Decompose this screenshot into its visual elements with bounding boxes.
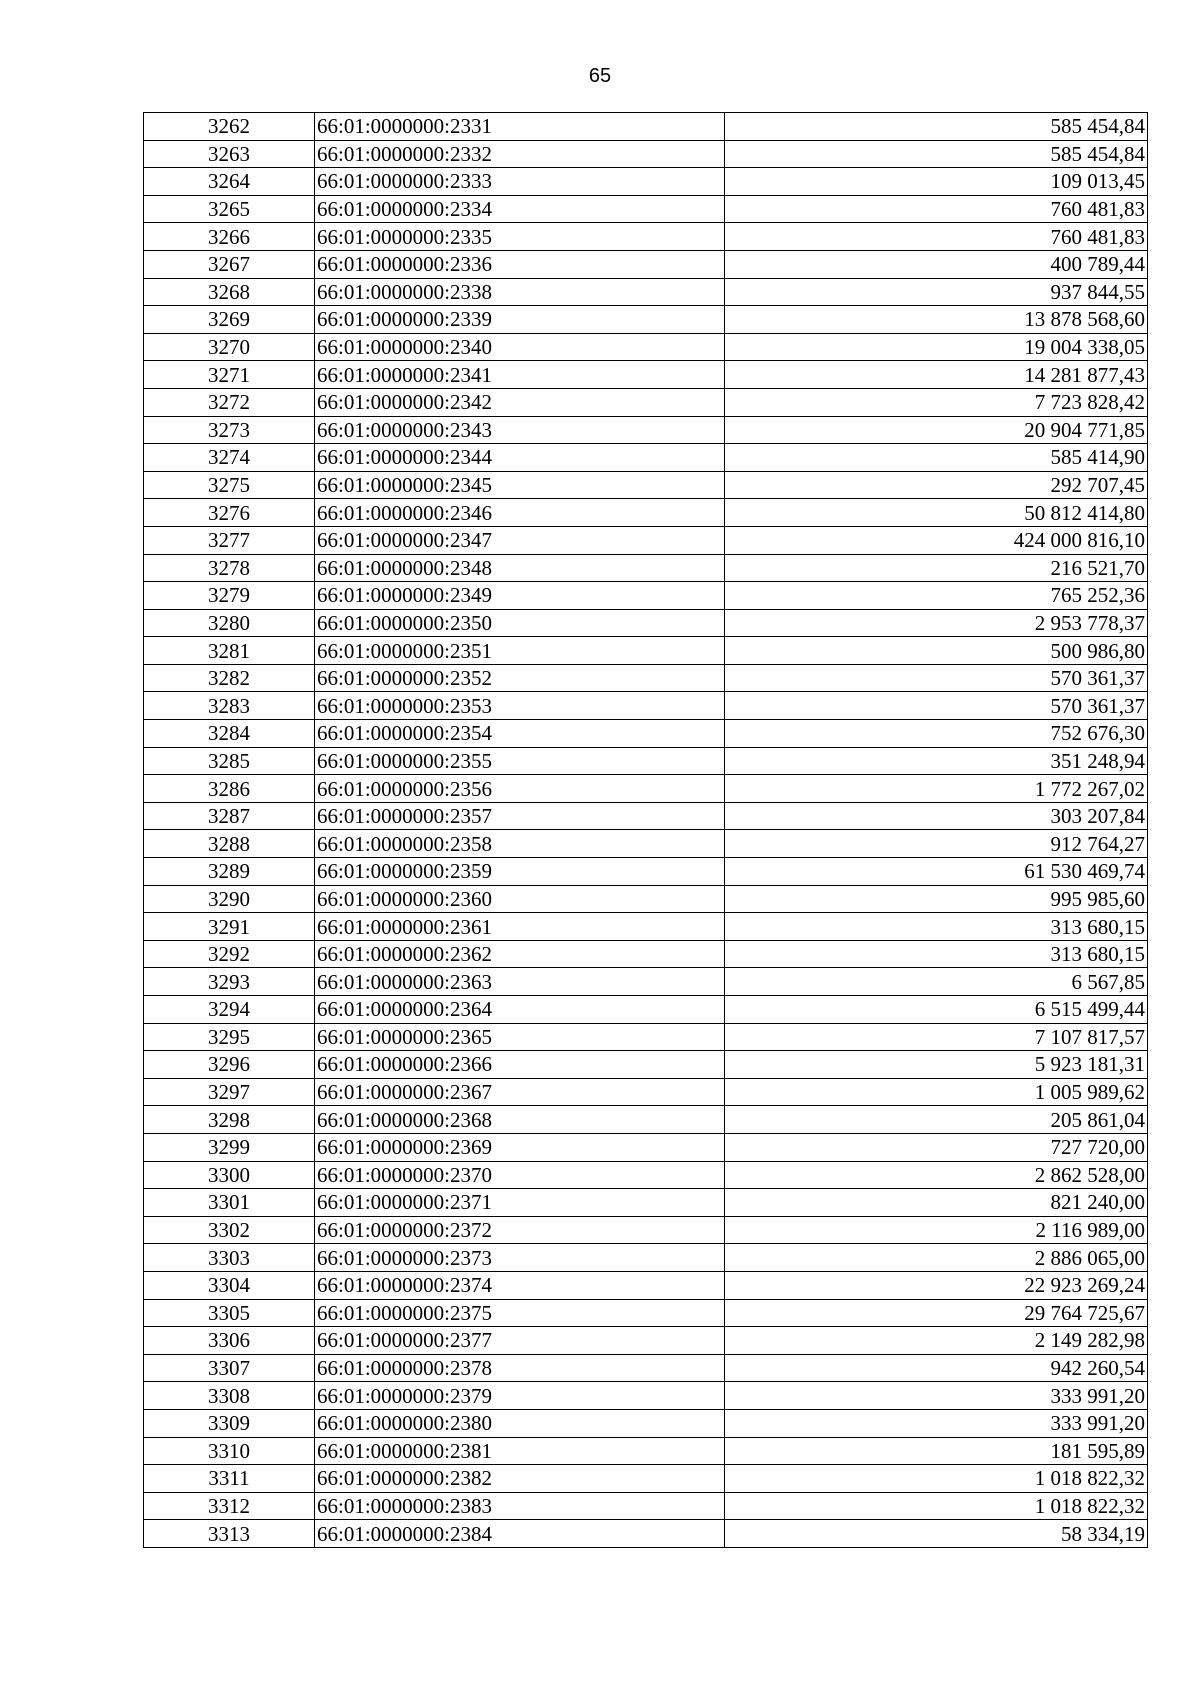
- cadastral-number-cell: 66:01:0000000:2364: [315, 996, 725, 1024]
- table-row: [144, 1492, 1148, 1520]
- cadastral-value-cell: 1 772 267,02: [725, 775, 1148, 803]
- table-row: [144, 444, 1148, 472]
- row-number-cell: 3273: [144, 416, 315, 444]
- row-number-cell: 3297: [144, 1078, 315, 1106]
- cadastral-number-cell: 66:01:0000000:2361: [315, 913, 725, 941]
- row-number-cell: 3280: [144, 609, 315, 637]
- cadastral-value-cell: 424 000 816,10: [725, 526, 1148, 554]
- cadastral-number-cell: 66:01:0000000:2331: [315, 113, 725, 141]
- cadastral-value-cell: 20 904 771,85: [725, 416, 1148, 444]
- cadastral-value-cell: 61 530 469,74: [725, 858, 1148, 886]
- row-number-cell: 3309: [144, 1409, 315, 1437]
- row-number-cell: 3269: [144, 306, 315, 334]
- row-number-cell: 3281: [144, 637, 315, 665]
- cadastral-number-cell: 66:01:0000000:2365: [315, 1023, 725, 1051]
- cadastral-value-cell: 727 720,00: [725, 1133, 1148, 1161]
- cadastral-value-cell: 22 923 269,24: [725, 1271, 1148, 1299]
- cadastral-number-cell: 66:01:0000000:2382: [315, 1465, 725, 1493]
- cadastral-number-cell: 66:01:0000000:2360: [315, 885, 725, 913]
- cadastral-value-cell: 570 361,37: [725, 664, 1148, 692]
- row-number-cell: 3298: [144, 1106, 315, 1134]
- table-row: [144, 692, 1148, 720]
- row-number-cell: 3264: [144, 168, 315, 196]
- cadastral-value-cell: 303 207,84: [725, 802, 1148, 830]
- cadastral-value-cell: 333 991,20: [725, 1382, 1148, 1410]
- row-number-cell: 3276: [144, 499, 315, 527]
- cadastral-value-cell: 585 414,90: [725, 444, 1148, 472]
- cadastral-value-cell: 292 707,45: [725, 471, 1148, 499]
- cadastral-number-cell: 66:01:0000000:2346: [315, 499, 725, 527]
- cadastral-number-cell: 66:01:0000000:2384: [315, 1520, 725, 1548]
- cadastral-number-cell: 66:01:0000000:2341: [315, 361, 725, 389]
- cadastral-number-cell: 66:01:0000000:2349: [315, 582, 725, 610]
- cadastral-value-table: [143, 112, 1148, 1548]
- row-number-cell: 3290: [144, 885, 315, 913]
- row-number-cell: 3292: [144, 940, 315, 968]
- row-number-cell: 3277: [144, 526, 315, 554]
- cadastral-value-cell: 50 812 414,80: [725, 499, 1148, 527]
- table-row: [144, 609, 1148, 637]
- row-number-cell: 3265: [144, 195, 315, 223]
- row-number-cell: 3288: [144, 830, 315, 858]
- cadastral-number-cell: 66:01:0000000:2338: [315, 278, 725, 306]
- cadastral-number-cell: 66:01:0000000:2368: [315, 1106, 725, 1134]
- cadastral-number-cell: 66:01:0000000:2342: [315, 388, 725, 416]
- row-number-cell: 3304: [144, 1271, 315, 1299]
- cadastral-value-cell: 585 454,84: [725, 113, 1148, 141]
- cadastral-number-cell: 66:01:0000000:2379: [315, 1382, 725, 1410]
- table-row: [144, 526, 1148, 554]
- table-row: [144, 940, 1148, 968]
- cadastral-number-cell: 66:01:0000000:2381: [315, 1437, 725, 1465]
- row-number-cell: 3272: [144, 388, 315, 416]
- row-number-cell: 3296: [144, 1051, 315, 1079]
- cadastral-value-cell: 760 481,83: [725, 223, 1148, 251]
- row-number-cell: 3291: [144, 913, 315, 941]
- table-row: [144, 361, 1148, 389]
- cadastral-value-cell: 313 680,15: [725, 913, 1148, 941]
- cadastral-number-cell: 66:01:0000000:2351: [315, 637, 725, 665]
- table-row: [144, 195, 1148, 223]
- cadastral-value-cell: 585 454,84: [725, 140, 1148, 168]
- row-number-cell: 3293: [144, 968, 315, 996]
- table-row: [144, 858, 1148, 886]
- table-row: [144, 968, 1148, 996]
- cadastral-value-cell: 205 861,04: [725, 1106, 1148, 1134]
- row-number-cell: 3306: [144, 1327, 315, 1355]
- cadastral-value-cell: 333 991,20: [725, 1409, 1148, 1437]
- cadastral-number-cell: 66:01:0000000:2363: [315, 968, 725, 996]
- table-row: [144, 1161, 1148, 1189]
- cadastral-value-cell: 942 260,54: [725, 1354, 1148, 1382]
- cadastral-number-cell: 66:01:0000000:2378: [315, 1354, 725, 1382]
- table-row: [144, 388, 1148, 416]
- table-row: [144, 1244, 1148, 1272]
- cadastral-number-cell: 66:01:0000000:2377: [315, 1327, 725, 1355]
- cadastral-value-cell: 181 595,89: [725, 1437, 1148, 1465]
- row-number-cell: 3302: [144, 1216, 315, 1244]
- table-row: [144, 554, 1148, 582]
- cadastral-value-cell: 2 886 065,00: [725, 1244, 1148, 1272]
- row-number-cell: 3307: [144, 1354, 315, 1382]
- row-number-cell: 3279: [144, 582, 315, 610]
- table-row: [144, 1437, 1148, 1465]
- cadastral-value-cell: 14 281 877,43: [725, 361, 1148, 389]
- cadastral-number-cell: 66:01:0000000:2339: [315, 306, 725, 334]
- cadastral-number-cell: 66:01:0000000:2347: [315, 526, 725, 554]
- cadastral-number-cell: 66:01:0000000:2345: [315, 471, 725, 499]
- row-number-cell: 3294: [144, 996, 315, 1024]
- cadastral-value-cell: 1 018 822,32: [725, 1465, 1148, 1493]
- cadastral-value-cell: 109 013,45: [725, 168, 1148, 196]
- row-number-cell: 3278: [144, 554, 315, 582]
- cadastral-value-cell: 760 481,83: [725, 195, 1148, 223]
- table-row: [144, 1465, 1148, 1493]
- cadastral-value-cell: 1 018 822,32: [725, 1492, 1148, 1520]
- cadastral-value-cell: 7 723 828,42: [725, 388, 1148, 416]
- table-row: [144, 664, 1148, 692]
- cadastral-number-cell: 66:01:0000000:2357: [315, 802, 725, 830]
- row-number-cell: 3287: [144, 802, 315, 830]
- table-row: [144, 1354, 1148, 1382]
- table-row: [144, 223, 1148, 251]
- cadastral-number-cell: 66:01:0000000:2359: [315, 858, 725, 886]
- cadastral-number-cell: 66:01:0000000:2383: [315, 1492, 725, 1520]
- cadastral-value-cell: 570 361,37: [725, 692, 1148, 720]
- row-number-cell: 3299: [144, 1133, 315, 1161]
- table-row: [144, 1520, 1148, 1548]
- cadastral-value-cell: 912 764,27: [725, 830, 1148, 858]
- table-row: [144, 250, 1148, 278]
- row-number-cell: 3300: [144, 1161, 315, 1189]
- cadastral-value-cell: 2 149 282,98: [725, 1327, 1148, 1355]
- table-row: [144, 278, 1148, 306]
- table-row: [144, 306, 1148, 334]
- cadastral-value-cell: 29 764 725,67: [725, 1299, 1148, 1327]
- cadastral-number-cell: 66:01:0000000:2371: [315, 1189, 725, 1217]
- cadastral-number-cell: 66:01:0000000:2333: [315, 168, 725, 196]
- cadastral-value-cell: 500 986,80: [725, 637, 1148, 665]
- page-number: 65: [588, 65, 612, 87]
- table-row: [144, 471, 1148, 499]
- row-number-cell: 3262: [144, 113, 315, 141]
- cadastral-value-cell: 821 240,00: [725, 1189, 1148, 1217]
- row-number-cell: 3263: [144, 140, 315, 168]
- cadastral-value-cell: 351 248,94: [725, 747, 1148, 775]
- cadastral-number-cell: 66:01:0000000:2343: [315, 416, 725, 444]
- table-row: [144, 1189, 1148, 1217]
- table-row: [144, 913, 1148, 941]
- table-row: [144, 1299, 1148, 1327]
- cadastral-number-cell: 66:01:0000000:2369: [315, 1133, 725, 1161]
- table-row: [144, 747, 1148, 775]
- cadastral-number-cell: 66:01:0000000:2367: [315, 1078, 725, 1106]
- cadastral-number-cell: 66:01:0000000:2340: [315, 333, 725, 361]
- row-number-cell: 3285: [144, 747, 315, 775]
- cadastral-number-cell: 66:01:0000000:2353: [315, 692, 725, 720]
- table-row: [144, 720, 1148, 748]
- table-row: [144, 1271, 1148, 1299]
- cadastral-value-cell: 5 923 181,31: [725, 1051, 1148, 1079]
- row-number-cell: 3305: [144, 1299, 315, 1327]
- cadastral-value-cell: 2 116 989,00: [725, 1216, 1148, 1244]
- cadastral-value-cell: 6 515 499,44: [725, 996, 1148, 1024]
- row-number-cell: 3308: [144, 1382, 315, 1410]
- row-number-cell: 3266: [144, 223, 315, 251]
- cadastral-number-cell: 66:01:0000000:2373: [315, 1244, 725, 1272]
- cadastral-number-cell: 66:01:0000000:2344: [315, 444, 725, 472]
- cadastral-number-cell: 66:01:0000000:2335: [315, 223, 725, 251]
- cadastral-number-cell: 66:01:0000000:2354: [315, 720, 725, 748]
- cadastral-number-cell: 66:01:0000000:2370: [315, 1161, 725, 1189]
- table-row: [144, 885, 1148, 913]
- table-body: [144, 113, 1148, 1548]
- cadastral-number-cell: 66:01:0000000:2380: [315, 1409, 725, 1437]
- cadastral-value-cell: 2 862 528,00: [725, 1161, 1148, 1189]
- cadastral-value-cell: 765 252,36: [725, 582, 1148, 610]
- cadastral-value-cell: 2 953 778,37: [725, 609, 1148, 637]
- table-row: [144, 1133, 1148, 1161]
- table-row: [144, 1023, 1148, 1051]
- table-row: [144, 996, 1148, 1024]
- row-number-cell: 3267: [144, 250, 315, 278]
- row-number-cell: 3303: [144, 1244, 315, 1272]
- table-row: [144, 775, 1148, 803]
- cadastral-value-cell: 19 004 338,05: [725, 333, 1148, 361]
- row-number-cell: 3301: [144, 1189, 315, 1217]
- table-row: [144, 333, 1148, 361]
- cadastral-value-cell: 6 567,85: [725, 968, 1148, 996]
- row-number-cell: 3283: [144, 692, 315, 720]
- row-number-cell: 3275: [144, 471, 315, 499]
- row-number-cell: 3274: [144, 444, 315, 472]
- table-row: [144, 140, 1148, 168]
- cadastral-number-cell: 66:01:0000000:2374: [315, 1271, 725, 1299]
- cadastral-number-cell: 66:01:0000000:2356: [315, 775, 725, 803]
- table-row: [144, 637, 1148, 665]
- cadastral-number-cell: 66:01:0000000:2366: [315, 1051, 725, 1079]
- row-number-cell: 3312: [144, 1492, 315, 1520]
- cadastral-value-cell: 216 521,70: [725, 554, 1148, 582]
- table-row: [144, 416, 1148, 444]
- row-number-cell: 3271: [144, 361, 315, 389]
- table-row: [144, 499, 1148, 527]
- row-number-cell: 3286: [144, 775, 315, 803]
- row-number-cell: 3289: [144, 858, 315, 886]
- cadastral-number-cell: 66:01:0000000:2348: [315, 554, 725, 582]
- table-row: [144, 1409, 1148, 1437]
- cadastral-number-cell: 66:01:0000000:2350: [315, 609, 725, 637]
- cadastral-value-cell: 313 680,15: [725, 940, 1148, 968]
- table-row: [144, 582, 1148, 610]
- cadastral-value-cell: 7 107 817,57: [725, 1023, 1148, 1051]
- row-number-cell: 3310: [144, 1437, 315, 1465]
- cadastral-number-cell: 66:01:0000000:2375: [315, 1299, 725, 1327]
- cadastral-value-cell: 937 844,55: [725, 278, 1148, 306]
- table-row: [144, 1078, 1148, 1106]
- cadastral-number-cell: 66:01:0000000:2332: [315, 140, 725, 168]
- cadastral-value-cell: 400 789,44: [725, 250, 1148, 278]
- cadastral-number-cell: 66:01:0000000:2358: [315, 830, 725, 858]
- cadastral-number-cell: 66:01:0000000:2362: [315, 940, 725, 968]
- cadastral-value-cell: 1 005 989,62: [725, 1078, 1148, 1106]
- row-number-cell: 3295: [144, 1023, 315, 1051]
- cadastral-number-cell: 66:01:0000000:2372: [315, 1216, 725, 1244]
- table-row: [144, 1106, 1148, 1134]
- table-row: [144, 1051, 1148, 1079]
- cadastral-value-cell: 13 878 568,60: [725, 306, 1148, 334]
- row-number-cell: 3270: [144, 333, 315, 361]
- table-row: [144, 113, 1148, 141]
- table-row: [144, 830, 1148, 858]
- table-row: [144, 802, 1148, 830]
- row-number-cell: 3313: [144, 1520, 315, 1548]
- table-row: [144, 1216, 1148, 1244]
- row-number-cell: 3282: [144, 664, 315, 692]
- cadastral-value-cell: 752 676,30: [725, 720, 1148, 748]
- cadastral-number-cell: 66:01:0000000:2336: [315, 250, 725, 278]
- cadastral-value-cell: 58 334,19: [725, 1520, 1148, 1548]
- table-row: [144, 1382, 1148, 1410]
- cadastral-number-cell: 66:01:0000000:2352: [315, 664, 725, 692]
- table-row: [144, 1327, 1148, 1355]
- table-row: [144, 168, 1148, 196]
- row-number-cell: 3311: [144, 1465, 315, 1493]
- cadastral-number-cell: 66:01:0000000:2355: [315, 747, 725, 775]
- row-number-cell: 3268: [144, 278, 315, 306]
- cadastral-number-cell: 66:01:0000000:2334: [315, 195, 725, 223]
- cadastral-value-cell: 995 985,60: [725, 885, 1148, 913]
- row-number-cell: 3284: [144, 720, 315, 748]
